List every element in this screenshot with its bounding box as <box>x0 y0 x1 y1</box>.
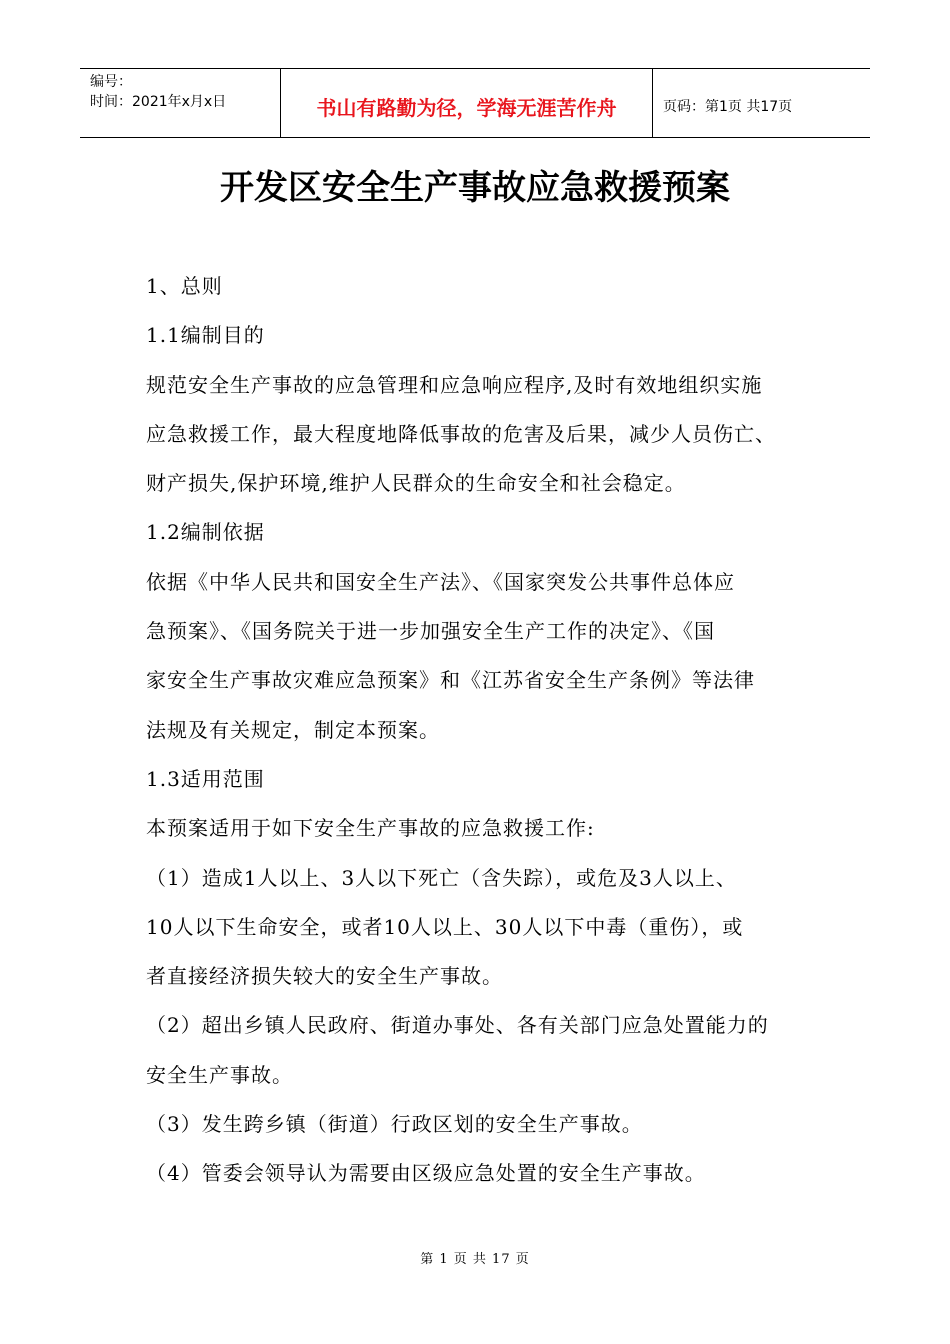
text-line: 家安全生产事故灾难应急预案》和《江苏省安全生产条例》等法律 <box>146 668 755 693</box>
text-line: 本预案适用于如下安全生产事故的应急救援工作: <box>146 816 595 841</box>
text-line: 应急救援工作，最大程度地降低事故的危害及后果，减少人员伤亡、 <box>146 421 776 446</box>
text-line: 依据《中华人民共和国安全生产法》、《国家突发公共事件总体应 <box>146 569 735 594</box>
text-line: 安全生产事故。 <box>146 1062 293 1087</box>
text-line: 者直接经济损失较大的安全生产事故。 <box>146 964 503 989</box>
header-motto: 书山有路勤为径，学海无涯苦作舟 <box>280 69 653 137</box>
page-header <box>80 68 870 138</box>
text-line: 1.2编制依据 <box>146 520 265 545</box>
text-line: 1.3适用范围 <box>146 766 265 791</box>
page-footer: 第 1 页 共 17 页 <box>420 1252 530 1267</box>
text-line: 财产损失,保护环境,维护人民群众的生命安全和社会稳定。 <box>146 471 686 496</box>
text-line: 急预案》、《国务院关于进一步加强安全生产工作的决定》、《国 <box>146 619 715 644</box>
header-meta <box>80 69 280 137</box>
text-line: 1、总则 <box>146 274 223 298</box>
document-body <box>146 262 818 1199</box>
text-line: 规范安全生产事故的应急管理和应急响应程序,及时有效地组织实施 <box>146 372 763 397</box>
text-line: （4）管委会领导认为需要由区级应急处置的安全生产事故。 <box>146 1161 706 1186</box>
text-line: （3）发生跨乡镇（街道）行政区划的安全生产事故。 <box>146 1112 643 1137</box>
text-line: （1）造成1人以上、3人以下死亡（含失踪），或危及3人以上、 <box>146 865 737 890</box>
document-title: 开发区安全生产事故应急救援预案 <box>220 168 730 208</box>
header-page-info: 页码：第1页 共17页 <box>663 99 793 115</box>
time-label: 时间：2021年x月x日 <box>90 94 227 110</box>
number-label: 编号： <box>90 74 132 90</box>
text-line: 法规及有关规定，制定本预案。 <box>146 717 440 742</box>
text-line: （2）超出乡镇人民政府、街道办事处、各有关部门应急处置能力的 <box>146 1013 769 1038</box>
text-line: 1.1编制目的 <box>146 323 265 348</box>
text-line: 10人以下生命安全，或者10人以上、30人以下中毒（重伤），或 <box>146 914 744 939</box>
